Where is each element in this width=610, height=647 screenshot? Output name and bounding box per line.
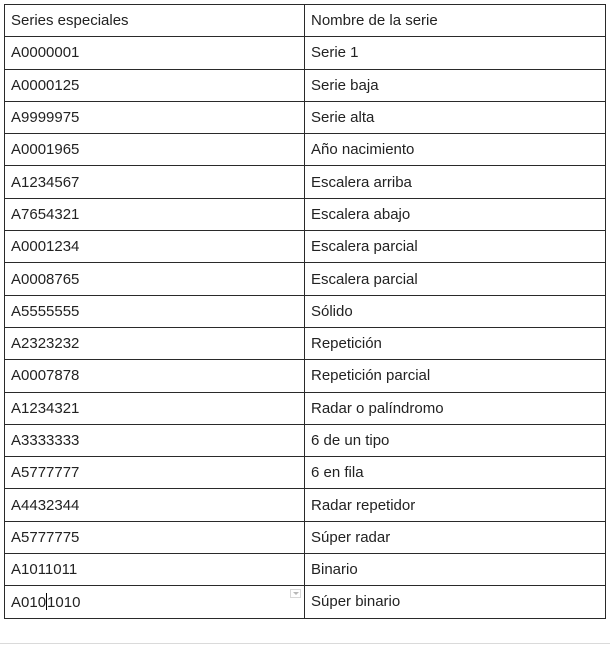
series-name-cell[interactable]: Radar repetidor	[305, 489, 606, 521]
series-code-cell[interactable]: A5777775	[5, 521, 305, 553]
series-code-cell[interactable]: A4432344	[5, 489, 305, 521]
series-code-cell[interactable]: A5555555	[5, 295, 305, 327]
series-code-cell[interactable]: A0001234	[5, 231, 305, 263]
header-series-especiales[interactable]: Series especiales	[5, 5, 305, 37]
table-row	[5, 134, 606, 166]
series-name-cell[interactable]: Radar o palíndromo	[305, 392, 606, 424]
table-row	[5, 457, 606, 489]
table-row	[5, 360, 606, 392]
series-name-cell[interactable]: Escalera arriba	[305, 166, 606, 198]
series-name-cell[interactable]: 6 de un tipo	[305, 424, 606, 456]
series-name-cell[interactable]: Sólido	[305, 295, 606, 327]
series-name-cell[interactable]: Escalera parcial	[305, 263, 606, 295]
series-code-cell[interactable]: A1234321	[5, 392, 305, 424]
series-table-body	[5, 5, 606, 619]
series-name-cell[interactable]: Súper radar	[305, 521, 606, 553]
series-name-cell[interactable]: Súper binario	[305, 586, 606, 618]
table-row	[5, 489, 606, 521]
table-row	[5, 424, 606, 456]
table-row	[5, 295, 606, 327]
table-row	[5, 231, 606, 263]
table-row	[5, 586, 606, 618]
table-row	[5, 101, 606, 133]
series-code-cell[interactable]: A0000001	[5, 37, 305, 69]
series-name-cell[interactable]: Repetición parcial	[305, 360, 606, 392]
series-code-text-after-caret: 1010	[47, 594, 81, 612]
table-row	[5, 69, 606, 101]
table-row	[5, 198, 606, 230]
series-name-cell[interactable]: Serie alta	[305, 101, 606, 133]
series-name-cell[interactable]: Repetición	[305, 327, 606, 359]
series-code-cell[interactable]: A1011011	[5, 554, 305, 586]
series-code-cell[interactable]: A0001965	[5, 134, 305, 166]
series-code-cell[interactable]: A1234567	[5, 166, 305, 198]
table-row	[5, 263, 606, 295]
series-code-cell-editing[interactable]	[5, 586, 305, 618]
table-row	[5, 327, 606, 359]
series-code-cell[interactable]: A9999975	[5, 101, 305, 133]
series-code-cell[interactable]: A0000125	[5, 69, 305, 101]
series-name-cell[interactable]: Serie baja	[305, 69, 606, 101]
table-row	[5, 37, 606, 69]
table-row	[5, 554, 606, 586]
series-code-cell[interactable]: A3333333	[5, 424, 305, 456]
series-table	[4, 4, 606, 619]
header-nombre-de-la-serie[interactable]: Nombre de la serie	[305, 5, 606, 37]
series-name-cell[interactable]: 6 en fila	[305, 457, 606, 489]
series-name-cell[interactable]: Escalera parcial	[305, 231, 606, 263]
series-code-cell[interactable]: A7654321	[5, 198, 305, 230]
table-row	[5, 392, 606, 424]
series-name-cell[interactable]: Escalera abajo	[305, 198, 606, 230]
table-row	[5, 521, 606, 553]
series-code-cell[interactable]: A2323232	[5, 327, 305, 359]
series-code-cell[interactable]: A0007878	[5, 360, 305, 392]
page-divider	[0, 643, 610, 644]
series-name-cell[interactable]: Año nacimiento	[305, 134, 606, 166]
series-code-text-before-caret: A010	[11, 594, 47, 612]
series-code-cell[interactable]: A0008765	[5, 263, 305, 295]
series-name-cell[interactable]: Serie 1	[305, 37, 606, 69]
table-header-row	[5, 5, 606, 37]
cell-dropdown-icon[interactable]	[290, 589, 301, 598]
series-code-cell[interactable]: A5777777	[5, 457, 305, 489]
series-name-cell[interactable]: Binario	[305, 554, 606, 586]
table-row	[5, 166, 606, 198]
